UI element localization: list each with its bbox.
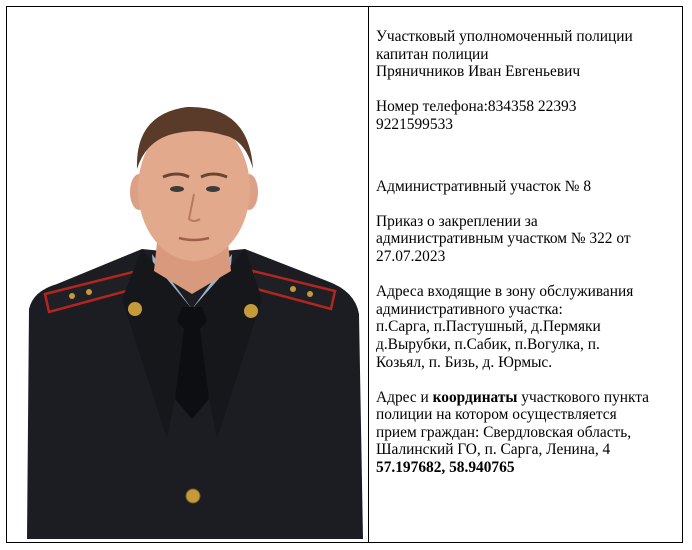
shoulder-star-1 [69,293,75,299]
office-intro-part2: участкового пункта [517,388,650,406]
officer-name: Пряничников Иван Евгеньевич [376,63,581,81]
left-collar-badge [128,302,142,316]
order-line-2: административным участком № 322 от [376,230,631,248]
contacts-block [376,98,678,133]
right-collar-badge [244,304,258,318]
officer-photo [17,9,365,539]
addresses-line-5: Козьял, п. Бизь, д. Юрмыс. [376,353,553,371]
office-line-2: полиции на котором осуществляется [376,406,617,424]
addresses-line-3: п.Сарга, п.Пастушный, д.Пермяки [376,318,601,336]
office-block [376,389,678,477]
addresses-line-1: Адреса входящие в зону обслуживания [376,283,634,301]
office-line-1 [376,389,678,407]
photo-cell [7,7,368,542]
district-title: Административный участок № 8 [376,177,592,195]
officer-card [6,6,683,543]
addresses-line-2: административного участка: [376,300,563,318]
shoulder-star-3 [290,286,296,292]
office-coordinates: 57.197682, 58.940765 [376,459,515,477]
order-line-3: 27.07.2023 [376,247,446,265]
order-block [376,213,678,266]
addresses-block [376,283,678,371]
phone-landline: 834358 22393 [487,98,577,116]
tie [175,307,209,419]
left-eye [170,186,184,192]
phone-line [376,98,678,116]
right-eye [206,186,220,192]
jacket-button [186,489,200,503]
officer-block [376,28,678,81]
office-line-3: прием граждан: Свердловская область, [376,423,632,441]
officer-rank: капитан полиции [376,45,489,63]
order-line-1: Приказ о закреплении за [376,212,538,230]
office-line-4: Шалинский ГО, п. Сарга, Ленина, 4 [376,441,611,459]
officer-position: Участковый уполномоченный полиции [376,28,633,45]
shoulder-star-4 [307,291,313,297]
phone-label: Номер телефона: [376,98,488,116]
district-block [376,178,678,196]
addresses-line-4: д.Вырубки, п.Сабик, п.Вогулка, п. [376,335,600,353]
office-intro-part1: Адрес и [376,388,433,406]
column-divider [368,7,369,542]
phone-mobile: 9221599533 [376,115,453,133]
office-intro-bold: координаты [432,388,518,406]
shoulder-star-2 [86,289,92,295]
info-column [376,28,678,477]
